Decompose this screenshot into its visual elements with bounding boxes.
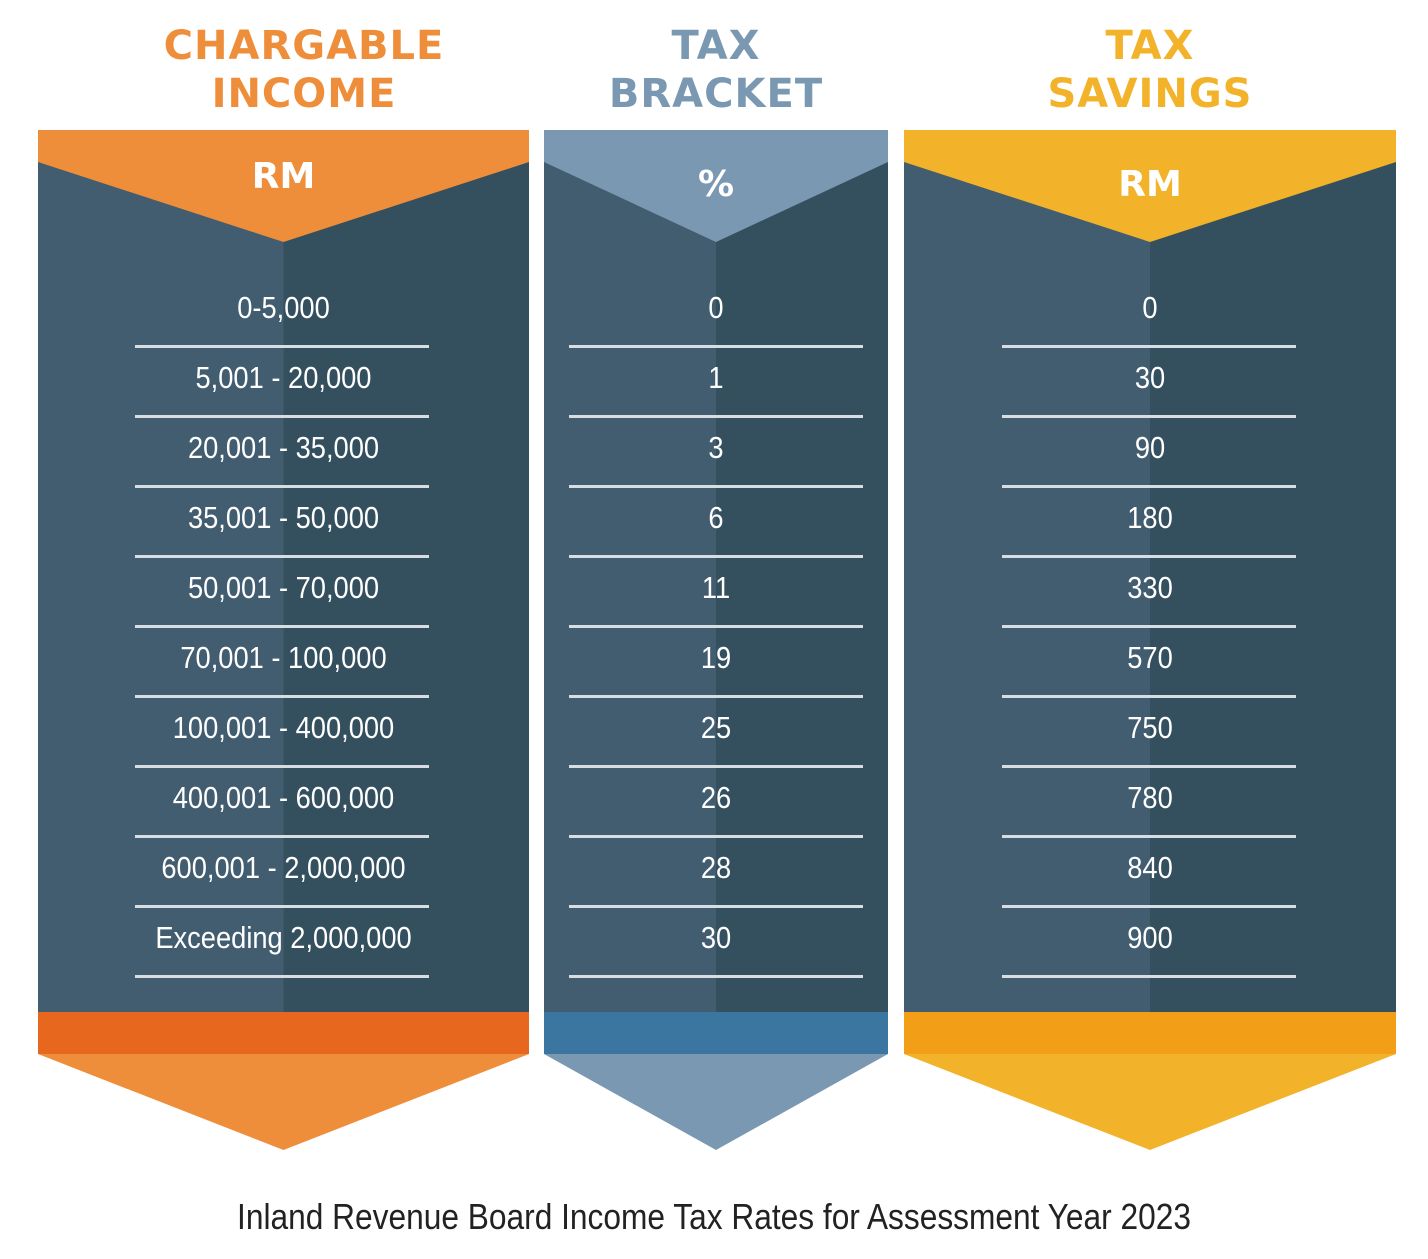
- list-item: [544, 628, 888, 698]
- list-item: [904, 558, 1396, 628]
- income-range: 35,001 - 50,000: [187, 500, 380, 535]
- savings-amount: 330: [1127, 570, 1173, 605]
- unit-label: RM: [251, 156, 316, 197]
- income-range: Exceeding 2,000,000: [155, 920, 412, 955]
- list-item: [38, 628, 529, 698]
- list-item: [544, 698, 888, 768]
- chargable-income-title: [38, 22, 570, 118]
- savings-amount: 30: [1134, 360, 1166, 395]
- income-range: 5,001 - 20,000: [195, 360, 372, 395]
- list-item: [904, 488, 1396, 558]
- bracket-values-list: [544, 278, 888, 978]
- title-line: INCOME: [211, 71, 397, 117]
- list-item: [544, 768, 888, 838]
- tax-savings-column: [904, 130, 1396, 1152]
- savings-amount: 750: [1127, 710, 1173, 745]
- savings-amount: 780: [1127, 780, 1173, 815]
- list-item: [904, 628, 1396, 698]
- list-item: [544, 348, 888, 418]
- savings-amount: 0: [1142, 290, 1158, 325]
- list-item: [544, 278, 888, 348]
- tax-savings-title: [904, 22, 1396, 118]
- list-item: [38, 488, 529, 558]
- savings-amount: 900: [1127, 920, 1173, 955]
- bracket-percent: 19: [700, 640, 732, 675]
- income-range: 100,001 - 400,000: [172, 710, 395, 745]
- list-item: [544, 838, 888, 908]
- list-item: [904, 908, 1396, 978]
- chargable-income-column: [38, 130, 529, 1152]
- title-line: TAX: [1105, 23, 1195, 69]
- bracket-percent: 30: [700, 920, 732, 955]
- list-item: [38, 558, 529, 628]
- title-line: SAVINGS: [1047, 71, 1253, 117]
- bracket-percent: 25: [700, 710, 732, 745]
- income-values-list: [38, 278, 529, 978]
- list-item: [38, 418, 529, 488]
- list-item: [904, 838, 1396, 908]
- bracket-percent: 3: [708, 430, 724, 465]
- income-range: 400,001 - 600,000: [172, 780, 395, 815]
- list-item: [544, 488, 888, 558]
- list-item: [38, 908, 529, 978]
- savings-amount: 180: [1127, 500, 1173, 535]
- list-item: [904, 348, 1396, 418]
- bracket-percent: 0: [708, 290, 724, 325]
- title-line: TAX: [671, 23, 761, 69]
- row-divider: [135, 975, 429, 978]
- list-item: [904, 418, 1396, 488]
- list-item: [38, 348, 529, 418]
- list-item: [38, 698, 529, 768]
- unit-label: RM: [1118, 164, 1182, 205]
- row-divider: [569, 975, 863, 978]
- list-item: [544, 558, 888, 628]
- income-range: 20,001 - 35,000: [187, 430, 380, 465]
- savings-values-list: [904, 278, 1396, 978]
- list-item: [544, 418, 888, 488]
- list-item: [38, 278, 529, 348]
- income-range: 50,001 - 70,000: [187, 570, 380, 605]
- tax-bracket-column: [544, 130, 888, 1152]
- list-item: [904, 278, 1396, 348]
- unit-label: %: [697, 164, 735, 205]
- bracket-percent: 1: [708, 360, 724, 395]
- caption: [0, 1196, 1428, 1238]
- bracket-percent: 26: [700, 780, 732, 815]
- list-item: [904, 698, 1396, 768]
- savings-amount: 90: [1134, 430, 1166, 465]
- income-range: 0-5,000: [237, 290, 330, 325]
- bracket-percent: 28: [700, 850, 732, 885]
- list-item: [38, 768, 529, 838]
- bracket-percent: 11: [701, 570, 731, 605]
- list-item: [544, 908, 888, 978]
- title-line: BRACKET: [608, 71, 824, 117]
- bracket-percent: 6: [708, 500, 724, 535]
- income-range: 70,001 - 100,000: [180, 640, 387, 675]
- savings-amount: 570: [1127, 640, 1173, 675]
- list-item: [38, 838, 529, 908]
- savings-amount: 840: [1127, 850, 1173, 885]
- list-item: [904, 768, 1396, 838]
- title-line: CHARGABLE: [163, 23, 445, 69]
- tax-bracket-title: [544, 22, 888, 118]
- caption-text: Inland Revenue Board Income Tax Rates for Assessment Year 2023: [237, 1196, 1191, 1237]
- income-range: 600,001 - 2,000,000: [161, 850, 406, 885]
- row-divider: [1002, 975, 1296, 978]
